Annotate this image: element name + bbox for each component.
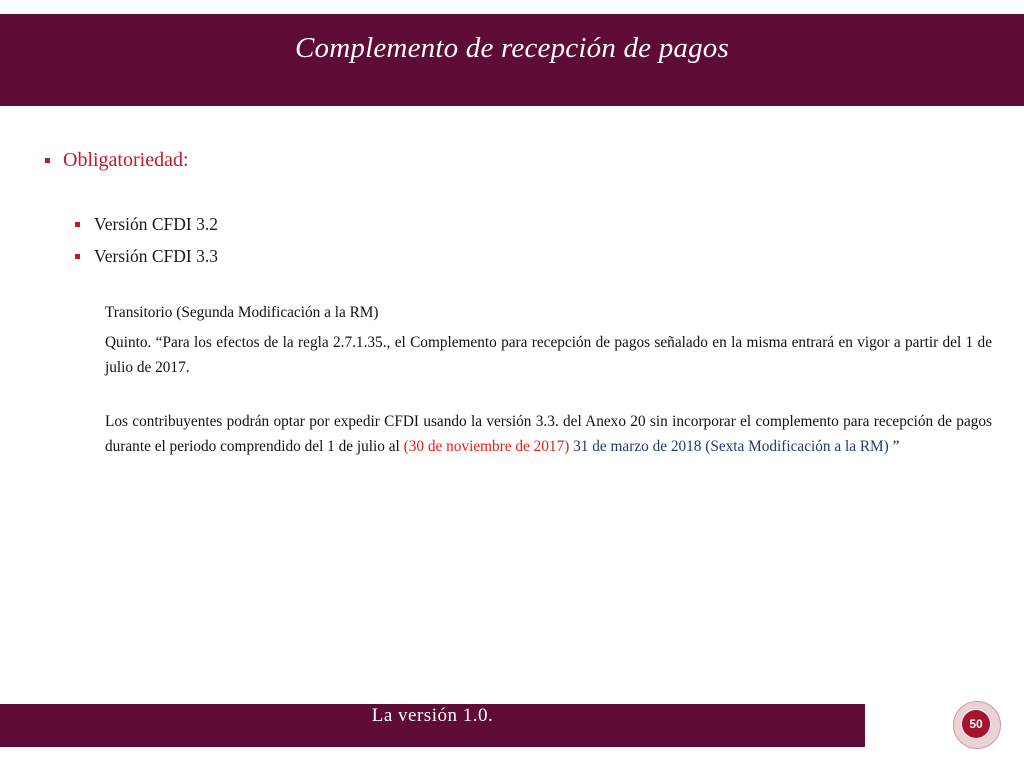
transitorio-heading: Transitorio (Segunda Modificación a la RM) bbox=[105, 304, 379, 321]
square-bullet-icon bbox=[45, 158, 50, 163]
quinto-paragraph: Quinto. “Para los efectos de la regla 2.7.1.35., el Complemento para recepción de pagos señalado en la misma entrará en vigor a partir del 1 de julio de 2017. bbox=[105, 334, 992, 376]
sub-bullet-cfdi-32 bbox=[75, 214, 218, 235]
bullet-label: Obligatoriedad: bbox=[63, 149, 189, 171]
struck-date-text: (30 de noviembre de 2017) bbox=[403, 437, 570, 455]
footer-version-text: La versión 1.0. bbox=[371, 705, 494, 726]
square-bullet-icon bbox=[75, 254, 80, 259]
sub-bullet-label: Versión CFDI 3.3 bbox=[94, 246, 218, 266]
slide-title: Complemento de recepción de pagos bbox=[295, 32, 729, 64]
square-bullet-icon bbox=[75, 222, 80, 227]
sub-bullet-label: Versión CFDI 3.2 bbox=[94, 214, 218, 234]
bullet-obligatoriedad bbox=[45, 149, 189, 172]
paragraph-text: Los contribuyentes podrán optar por expedir CFDI usando la versión 3.3. del Anexo 20 sin incorporar el complemento para recepción de pagos durante el periodo comprendido del 1 de julio al bbox=[105, 413, 992, 455]
contribuyentes-paragraph bbox=[105, 410, 992, 459]
sub-bullet-cfdi-33 bbox=[75, 246, 218, 267]
closing-quote: ” bbox=[888, 437, 900, 455]
page-number: 50 bbox=[960, 708, 992, 740]
new-date-text: 31 de marzo de 2018 (Sexta Modificación a la RM) bbox=[569, 437, 889, 455]
